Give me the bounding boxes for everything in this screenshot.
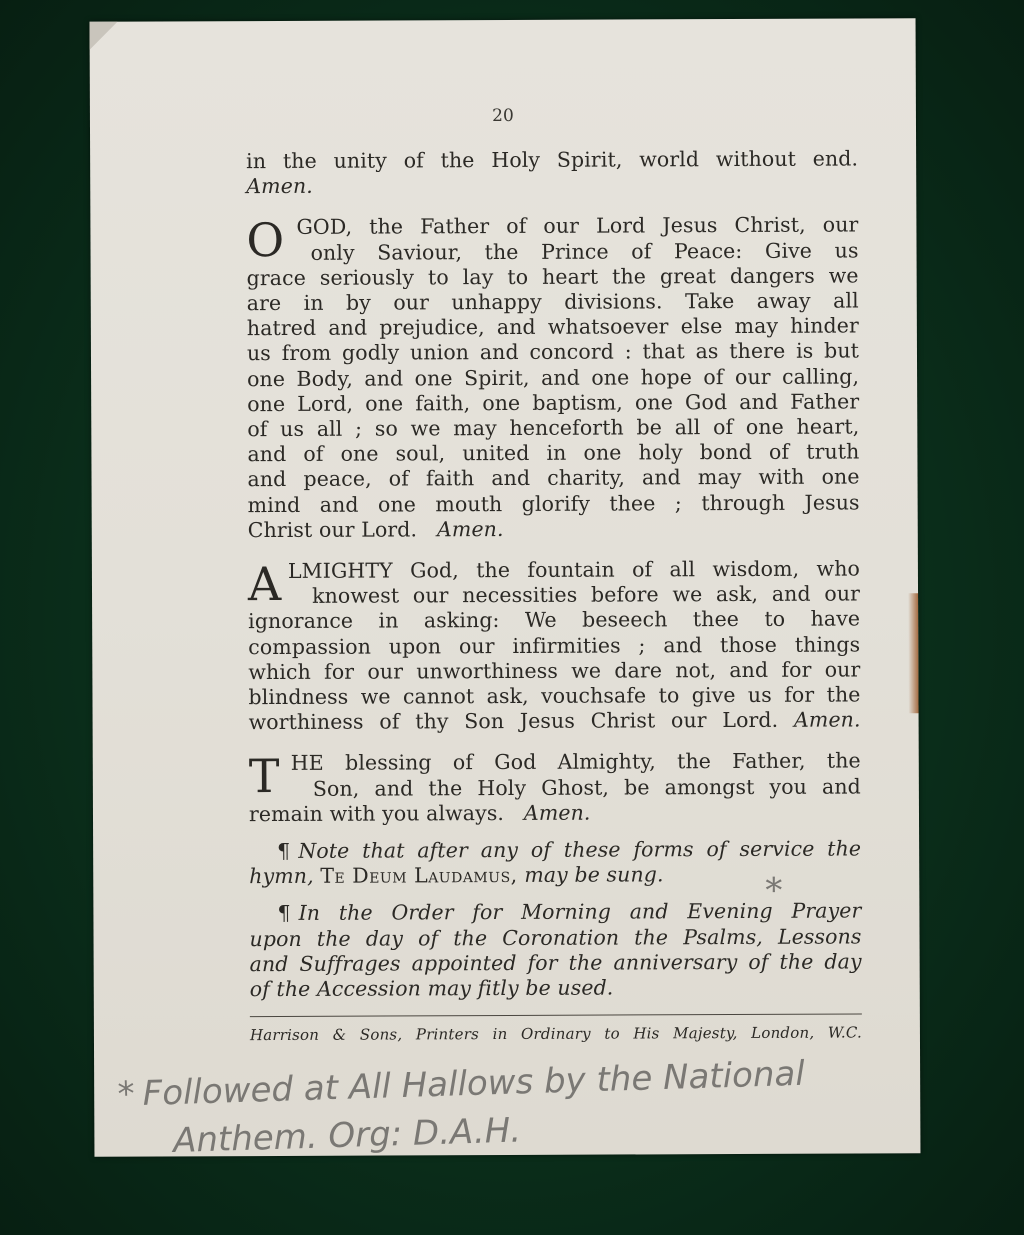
pilcrow-icon: ¶ [277,901,291,926]
blessing-last-text: remain with you always. [248,800,505,826]
prayer-line: one Body, and one Spirit, and one hope of our calling, [247,364,860,391]
blessing [249,749,861,827]
note-text: In the Order for Morning and Evening Prayer [298,898,862,926]
page-content [246,146,862,1048]
te-deum-title: Te Deum Laudamus, [320,863,518,889]
prayer-line: blindness we cannot ask, vouchsafe to give us for the [248,682,861,710]
opening-block [246,146,858,199]
prayer-line: knowest our necessities before we ask, and our [311,581,861,609]
prayer-line: us from godly union and concord : that as there is but [246,338,860,366]
prayer-line: grace seriously to lay to heart the great dangers we [246,263,859,290]
handwritten-text: Followed at All Hallows by the National [142,1053,806,1114]
blessing-amen: Amen. [523,800,591,825]
handwritten-annotation [117,1050,807,1167]
prayer-line: ignorance in asking: We beseech thee to have [248,606,861,634]
prayer-line: of us all ; so we may henceforth be all of one heart, [247,414,860,442]
prayer-line: GOD, the Father of our Lord Jesus Christ, our [296,212,859,240]
prayer-line: one Lord, one faith, one baptism, one God and Father [247,389,860,416]
prayer-almighty [248,556,861,735]
printer-imprint: Harrison & Sons, Printers in Ordinary to His Majesty, London, W.C. [249,1023,862,1045]
prayer-last-text: worthiness of thy Son Jesus Christ our Lord. [248,708,779,735]
prayer-line: hatred and prejudice, and whatsoever else may hinder [246,313,859,341]
handwritten-line: Anthem. Org: D.A.H. [172,1110,522,1162]
dropcap: T [248,749,280,804]
blessing-line: Son, and the Holy Ghost, be amongst you and [312,774,861,801]
page-number: 20 [492,105,514,127]
prayer-line: and of one soul, united in one holy bond of truth [247,439,860,467]
prayer-line: and peace, of faith and charity, and may with one [247,464,860,492]
blessing-line: HE blessing of God Almighty, the Father, the [290,748,861,776]
note-text: may be sung. [524,862,664,888]
dropcap: A [247,557,282,612]
prayer-last-line [249,708,861,736]
note-line: of the Accession may fitly be used. [249,975,614,1002]
handwritten-star-mark: * [765,870,783,911]
opening-line: in the unity of the Holy Spirit, world without end. [246,146,859,174]
prayer-line: mind and one mouth glorify thee ; through Jesus [247,490,860,517]
note-line: and Suffrages appointed for the anniversary of the day [249,949,862,977]
note-line: upon the day of the Coronation the Psalms, Lessons [249,924,862,951]
prayer-line: which for our unworthiness we dare not, and for our [248,657,861,684]
prayer-line: compassion upon our infirmities ; and those things [248,632,861,659]
rust-stain [908,593,919,713]
prayer-last-text: Christ our Lord. [247,517,418,542]
prayer-last-line [248,515,860,543]
divider [250,1014,862,1018]
prayer-line: only Saviour, the Prince of Peace: Give us [310,238,859,265]
note-coronation [249,899,861,1002]
prayer-amen: Amen. [793,707,861,733]
note-text: Note that after any of these forms of service the [298,836,862,863]
prayer-line: LMIGHTY God, the fountain of all wisdom, who [287,556,860,583]
opening-amen: Amen. [246,174,313,199]
handwritten-star: * [117,1074,136,1115]
document-page [90,18,921,1162]
prayer-unity [246,213,859,543]
pilcrow-icon: ¶ [277,839,291,864]
dropcap: O [246,213,285,268]
blessing-last-line [249,799,861,827]
prayer-line: are in by our unhappy divisions. Take away all [246,288,859,316]
corner-fold [90,22,118,50]
prayer-amen: Amen. [436,516,504,542]
note-line [249,837,861,865]
note-text: hymn, [249,864,314,889]
